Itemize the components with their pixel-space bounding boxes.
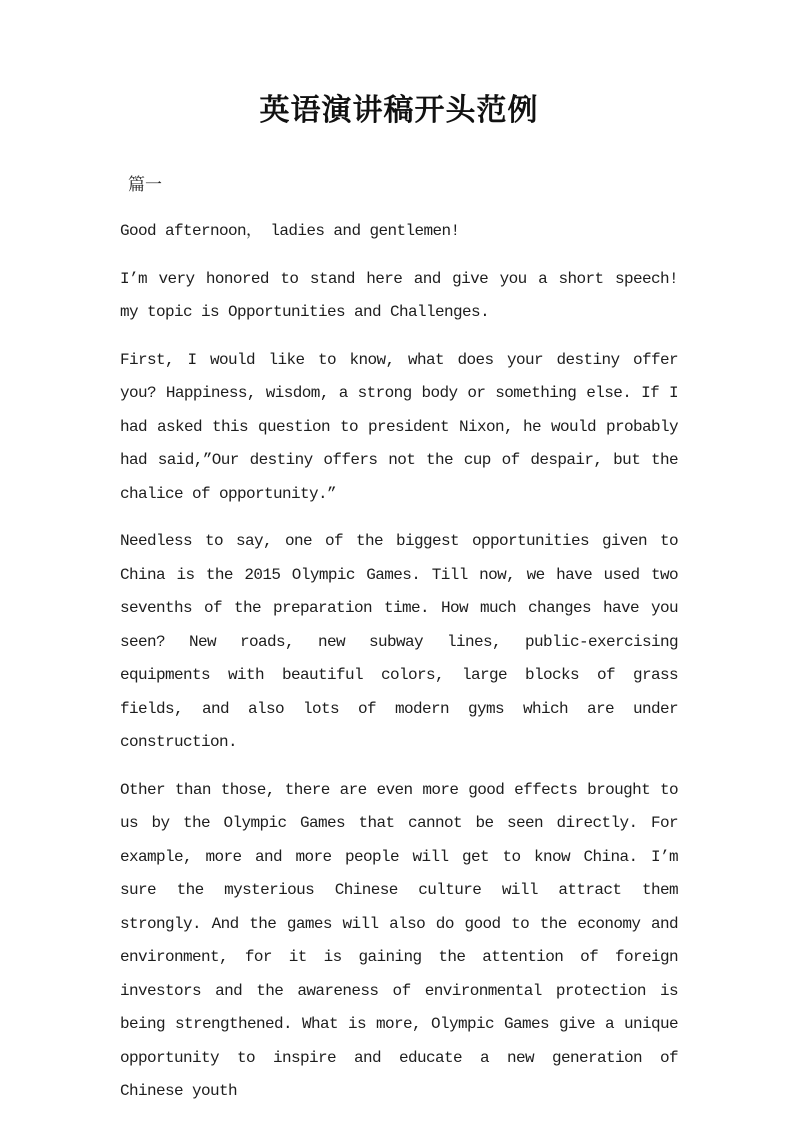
paragraph-intro: I’m very honored to stand here and give you a short speech! my topic is Opportunities and Challenges. [120,269,678,321]
paragraph-olympic-preparation: Needless to say, one of the biggest opportunities given to China is the 2015 Olympic Games. Till now, we have used two sevenths of the preparation time. How much changes have you seen? New roads, new subway lines, public-exercising equipments with beautiful colors, large blocks of grass fields, and also lots of modern gyms which are under construction. [120,532,678,751]
paragraph-olympic-effects: Other than those, there are even more good effects brought to us by the Olympic Games that cannot be seen directly. For example, more and more people will get to know China. I’m sure the mysterious Chinese culture will attract them strongly. And the games will also do good to the economy and environment, for it is gaining the attention of foreign investors and the awareness of environmental protection is being strengthened. What is more, Olympic Games give a unique opportunity to inspire and educate a new generation of Chinese youth [120,780,678,1100]
paragraph-destiny: First, I would like to know, what does your destiny offer you? Happiness, wisdom, a strong body or something else. If I had asked this question to president Nixon, he would probably had said,”Our destiny offers not the cup of despair, but the chalice of opportunity.” [120,350,678,503]
paragraph-greeting: Good afternoon， ladies and gentlemen! [120,222,460,240]
section-label: 篇一 [128,175,162,194]
document-title: 英语演讲稿开头范例 [259,94,539,127]
